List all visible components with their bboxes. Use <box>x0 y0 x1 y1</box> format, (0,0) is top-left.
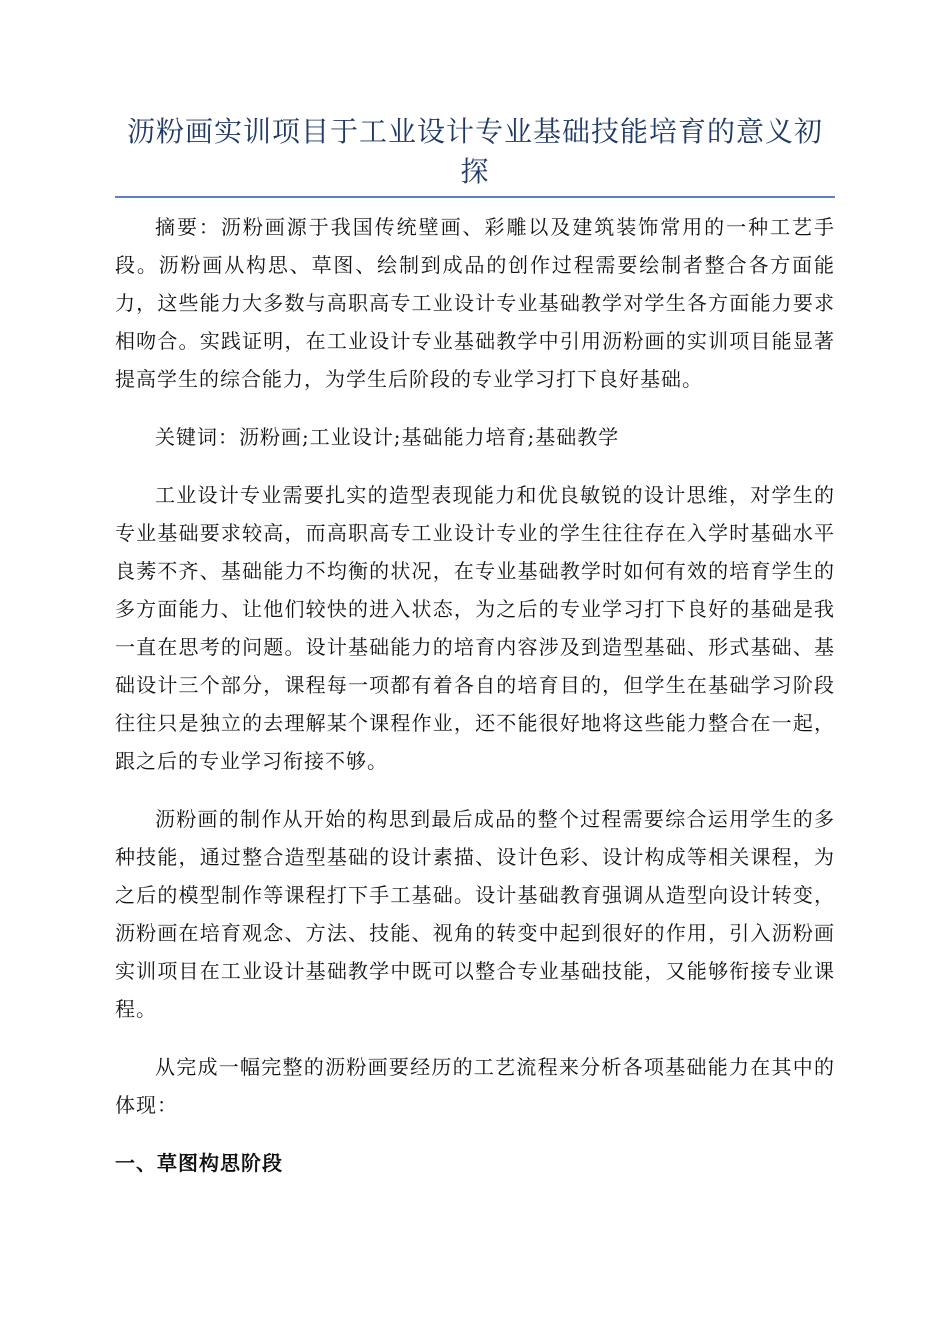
title-underline <box>115 196 835 198</box>
title-block <box>115 112 835 198</box>
keywords-paragraph: 关键词：沥粉画;工业设计;基础能力培育;基础教学 <box>155 425 620 449</box>
section-heading: 一、草图构思阶段 <box>115 1151 283 1175</box>
document-body <box>115 208 835 1182</box>
abstract-paragraph: 摘要：沥粉画源于我国传统壁画、彩雕以及建筑装饰常用的一种工艺手段。沥粉画从构思、草图、绘制到成品的创作过程需要绘制者整合各方面能力，这些能力大多数与高职高专工业设计专业基础教学对学生各方面能力要求相吻合。实践证明，在工业设计专业基础教学中引用沥粉画的实训项目能显著提高学生的综合能力，为学生后阶段的专业学习打下良好基础。 <box>115 215 835 391</box>
document-title: 沥粉画实训项目于工业设计专业基础技能培育的意义初探 <box>126 115 823 188</box>
body-paragraph-1: 工业设计专业需要扎实的造型表现能力和优良敏锐的设计思维，对学生的专业基础要求较高，而高职高专工业设计专业的学生往往存在入学时基础水平良莠不齐、基础能力不均衡的状况，在专业基础教学时如何有效的培育学生的多方面能力、让他们较快的进入状态，为之后的专业学习打下良好的基础是我一直在思考的问题。设计基础能力的培育内容涉及到造型基础、形式基础、基础设计三个部分，课程每一项都有着各自的培育目的，但学生在基础学习阶段往往只是独立的去理解某个课程作业，还不能很好地将这些能力整合在一起，跟之后的专业学习衔接不够。 <box>115 483 835 773</box>
body-paragraph-3: 从完成一幅完整的沥粉画要经历的工艺流程来分析各项基础能力在其中的体现： <box>115 1055 835 1117</box>
body-paragraph-2: 沥粉画的制作从开始的构思到最后成品的整个过程需要综合运用学生的多种技能，通过整合造型基础的设计素描、设计色彩、设计构成等相关课程，为之后的模型制作等课程打下手工基础。设计基础教育强调从造型向设计转变，沥粉画在培育观念、方法、技能、视角的转变中起到很好的作用，引入沥粉画实训项目在工业设计基础教学中既可以整合专业基础技能，又能够衔接专业课程。 <box>115 807 835 1021</box>
